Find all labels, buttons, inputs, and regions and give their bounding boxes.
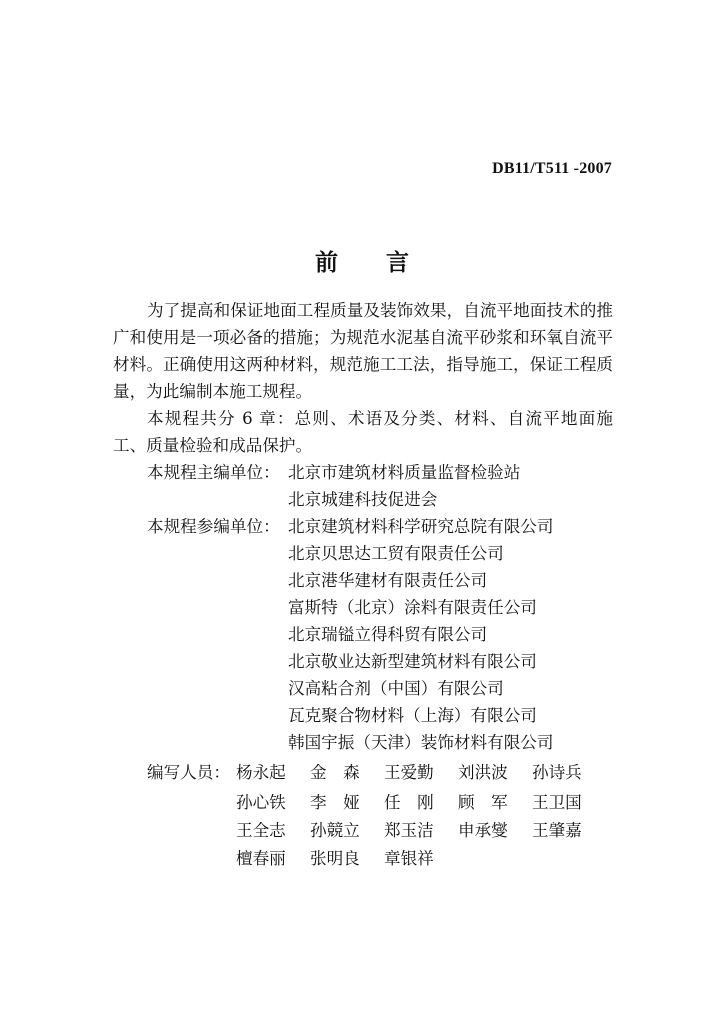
participating-unit-row: [147, 567, 487, 594]
author-name: 章银祥: [384, 849, 434, 868]
participating-unit: 汉高粘合剂（中国）有限公司: [288, 679, 504, 698]
author-name: 王肇嘉: [532, 821, 582, 840]
authors-row: [147, 759, 606, 786]
participating-unit-row: [147, 729, 554, 756]
chief-unit: 北京城建科技促进会: [288, 490, 438, 509]
authors-label: 编写人员：: [147, 763, 230, 782]
chief-unit: 北京市建筑材料质量监督检验站: [288, 463, 521, 482]
author-name: 王爱勤: [384, 763, 434, 782]
authors-row: [236, 817, 606, 844]
intro-paragraph: 为了提高和保证地面工程质量及装饰效果，自流平地面技术的推广和使用是一项必备的措施；为规范水泥基自流平砂浆和环氧自流平材料。正确使用这两种材料，规范施工工法，指导施工，保证工程质量，为此编制本施工规程。: [113, 301, 613, 401]
participating-unit-row: [147, 540, 504, 567]
participating-unit: 北京港华建材有限责任公司: [288, 571, 488, 590]
participating-unit: 北京贝思达工贸有限责任公司: [288, 544, 504, 563]
participating-unit: 北京瑞镒立得科贸有限公司: [288, 625, 488, 644]
participating-unit: 韩国宇振（天津）装饰材料有限公司: [288, 733, 554, 752]
author-name: 刘洪波: [458, 763, 508, 782]
chief-unit-row: [147, 459, 520, 486]
author-name: 孙競立: [310, 821, 360, 840]
author-name: 申承燮: [458, 821, 508, 840]
standard-number: DB11/T511 -2007: [492, 160, 612, 177]
participating-unit-row: [147, 648, 537, 675]
chapters-paragraph: 本规程共分 6 章：总则、术语及分类、材料、自流平地面施工、质量检验和成品保护。: [113, 409, 613, 455]
author-name: 金 森: [310, 763, 360, 782]
participating-unit-row: [147, 513, 554, 540]
participating-unit-row: [147, 594, 537, 621]
participating-unit: 瓦克聚合物材料（上海）有限公司: [288, 706, 537, 725]
author-name: 王卫国: [532, 793, 582, 812]
author-name: 王全志: [236, 821, 286, 840]
participating-units-label: 本规程参编单位：: [147, 517, 280, 536]
author-name: 孙诗兵: [532, 763, 582, 782]
author-name: 孙心铁: [236, 793, 286, 812]
authors-row: [236, 789, 606, 816]
participating-unit-row: [147, 621, 487, 648]
participating-unit-row: [147, 702, 537, 729]
author-name: 檀春丽: [236, 849, 286, 868]
chief-unit-row: [147, 486, 437, 513]
author-name: 任 刚: [384, 793, 434, 812]
author-name: 杨永起: [236, 763, 286, 782]
participating-unit: 北京建筑材料科学研究总院有限公司: [288, 517, 554, 536]
author-name: 郑玉洁: [384, 821, 434, 840]
authors-row: [236, 845, 458, 872]
author-name: 顾 军: [458, 793, 508, 812]
participating-unit: 富斯特（北京）涂料有限责任公司: [288, 598, 537, 617]
author-name: 张明良: [310, 849, 360, 868]
chief-units-label: 本规程主编单位：: [147, 463, 280, 482]
page-title: 前言: [315, 249, 457, 276]
author-name: 李 娅: [310, 793, 360, 812]
participating-unit-row: [147, 675, 504, 702]
participating-unit: 北京敬业达新型建筑材料有限公司: [288, 652, 537, 671]
